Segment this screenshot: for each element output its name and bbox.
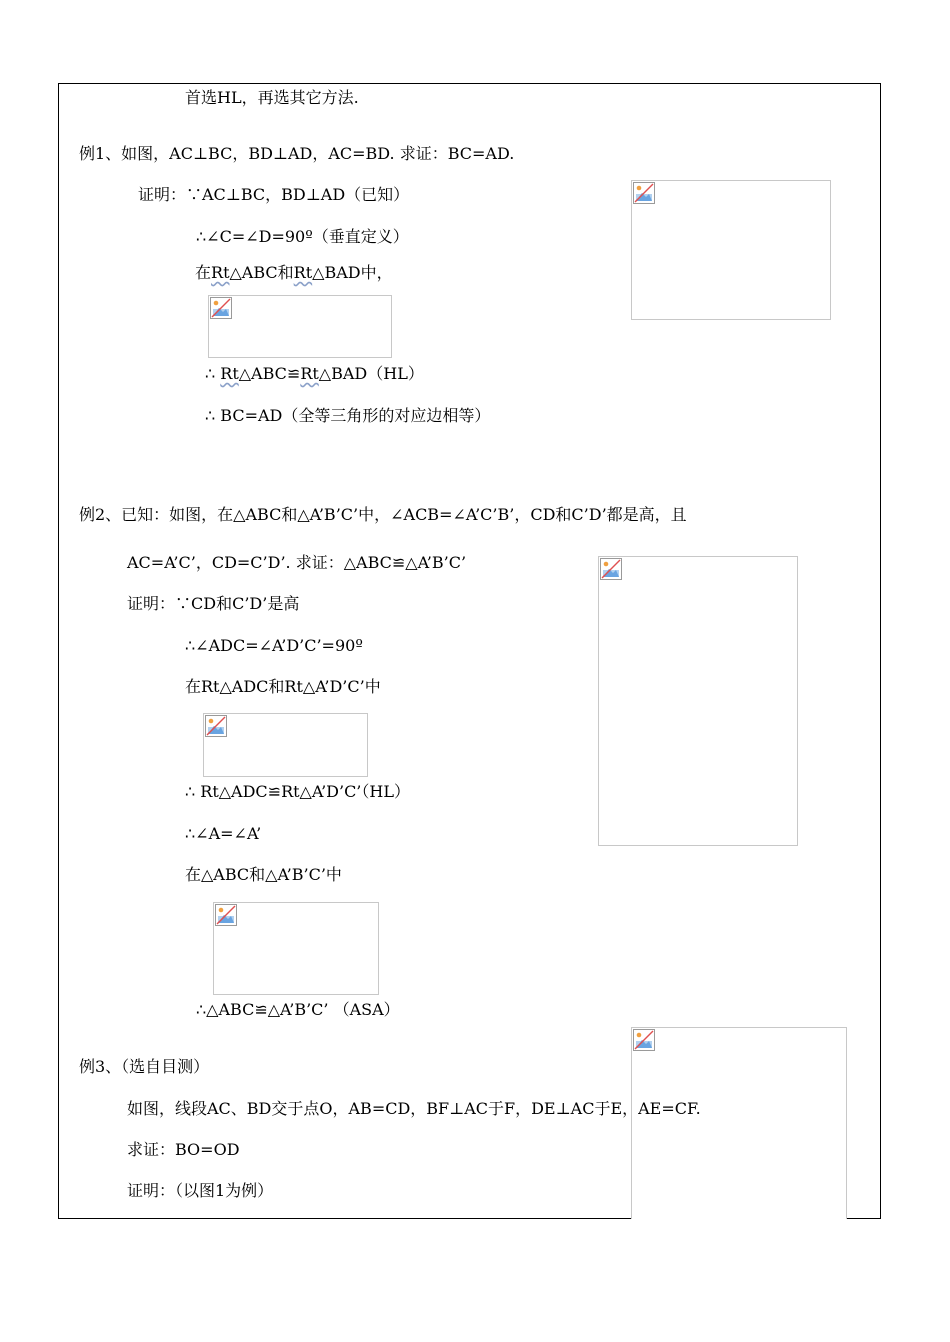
example2-step3: ∴ Rt△ADC≌Rt△A’D’C’（HL） bbox=[185, 782, 410, 801]
example3-line1: 如图，线段AC、BD交于点O，AB=CD，BF⊥AC于F，DE⊥AC于E，AE=CF. bbox=[127, 1099, 701, 1118]
example1-step3-rt1: Rt bbox=[220, 364, 239, 383]
example1-step2-mid: △ABC和 bbox=[229, 263, 294, 282]
example2-title-line2: AC=A’C’，CD=C’D’. 求证：△ABC≌△A’B’C’ bbox=[127, 553, 467, 572]
example1-step2-rt2: Rt bbox=[293, 263, 313, 282]
example2-step4: ∴∠A=∠A’ bbox=[185, 824, 262, 843]
example1-step1: ∴∠C=∠D=90º（垂直定义） bbox=[196, 227, 409, 246]
example1-step3 bbox=[205, 364, 424, 384]
example1-step2-prefix: 在 bbox=[195, 263, 212, 282]
example1-step3-suffix: △BAD（HL） bbox=[318, 364, 424, 383]
example1-step2-rt1: Rt bbox=[211, 263, 230, 282]
example2-equation-image-1 bbox=[203, 713, 368, 777]
example1-step3-rt2: Rt bbox=[300, 364, 319, 383]
broken-image-icon bbox=[215, 904, 237, 926]
example2-step1: ∴∠ADC=∠A’D’C’=90º bbox=[185, 636, 363, 655]
example2-figure-image bbox=[598, 556, 798, 846]
broken-image-icon bbox=[205, 715, 227, 737]
intro-text: 首选HL，再选其它方法. bbox=[185, 88, 359, 107]
example1-figure-image bbox=[631, 180, 831, 320]
example1-step2-suffix: △BAD中， bbox=[312, 263, 393, 282]
broken-image-icon bbox=[600, 558, 622, 580]
example2-step5: 在△ABC和△A’B’C’中 bbox=[185, 865, 342, 884]
broken-image-icon bbox=[633, 1029, 655, 1051]
example1-proof-start: 证明：∵AC⊥BC，BD⊥AD（已知） bbox=[138, 185, 410, 204]
example1-equation-image bbox=[208, 295, 392, 358]
example2-title: 例2、已知：如图，在△ABC和△A’B’C’中，∠ACB=∠A’C’B’，CD和C’D’都是高，且 bbox=[79, 505, 687, 524]
example2-step6: ∴△ABC≌△A’B’C’ （ASA） bbox=[196, 1000, 400, 1019]
example1-step2 bbox=[195, 263, 393, 283]
example1-step3-prefix: ∴ bbox=[205, 364, 221, 383]
broken-image-icon bbox=[210, 297, 232, 319]
example3-line3: 证明：（以图1为例） bbox=[127, 1181, 274, 1200]
example1-title: 例1、如图，AC⊥BC，BD⊥AD，AC=BD. 求证：BC=AD. bbox=[79, 144, 515, 163]
example1-step4: ∴ BC=AD（全等三角形的对应边相等） bbox=[205, 406, 491, 425]
example3-line2: 求证：BO=OD bbox=[127, 1140, 240, 1159]
example3-title: 例3、（选自目测） bbox=[79, 1057, 210, 1076]
example2-equation-image-2 bbox=[213, 902, 379, 995]
example1-step3-mid: △ABC≌ bbox=[238, 364, 301, 383]
example2-proof-start: 证明：∵CD和C’D’是高 bbox=[127, 594, 300, 613]
example3-figure-image bbox=[631, 1027, 847, 1219]
broken-image-icon bbox=[633, 182, 655, 204]
example2-step2: 在Rt△ADC和Rt△A’D’C’中 bbox=[185, 677, 381, 696]
